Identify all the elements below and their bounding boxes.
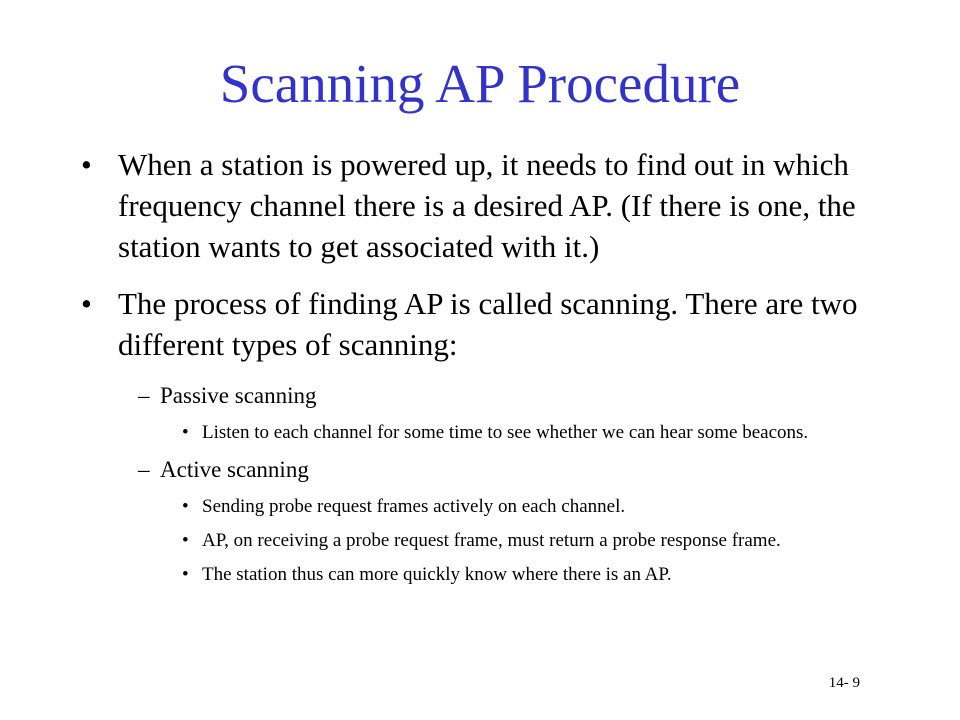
bullet-marker: •	[182, 496, 189, 517]
bullet-text: The process of finding AP is called scanning. There are two different types of scanning:	[118, 286, 858, 362]
dash-marker: –	[138, 457, 150, 482]
bullet-item	[81, 144, 878, 267]
sub-bullet-item	[138, 455, 880, 485]
bullet-marker: •	[182, 530, 189, 551]
sub-bullet-text: Active scanning	[160, 457, 309, 482]
sub-sub-bullet-text: The station thus can more quickly know where there is an AP.	[202, 564, 672, 585]
sub-sub-bullet-text: Listen to each channel for some time to see whether we can hear some beacons.	[202, 422, 809, 443]
slide-title: Scanning AP Procedure	[219, 53, 741, 114]
sub-sub-bullet-item	[182, 421, 882, 445]
bullet-text: When a station is powered up, it needs to find out in which frequency channel there is a desired AP. (If there is one, the station wants to get associated with it.)	[118, 147, 856, 264]
dash-marker: –	[138, 383, 150, 408]
sub-bullet-text: Passive scanning	[160, 383, 317, 408]
sub-sub-bullet-item	[182, 563, 882, 587]
sub-bullet-item	[138, 381, 880, 411]
bullet-marker: •	[182, 564, 189, 585]
sub-sub-bullet-item	[182, 529, 882, 553]
bullet-marker: •	[81, 286, 92, 321]
sub-sub-bullet-item	[182, 495, 882, 519]
page-number: 14- 9	[828, 675, 860, 691]
sub-sub-bullet-text: Sending probe request frames actively on each channel.	[202, 496, 626, 517]
bullet-marker: •	[182, 422, 189, 443]
bullet-marker: •	[81, 147, 92, 182]
sub-sub-bullet-text: AP, on receiving a probe request frame, must return a probe response frame.	[202, 530, 781, 551]
slide-body	[0, 144, 960, 597]
bullet-item	[81, 283, 878, 365]
